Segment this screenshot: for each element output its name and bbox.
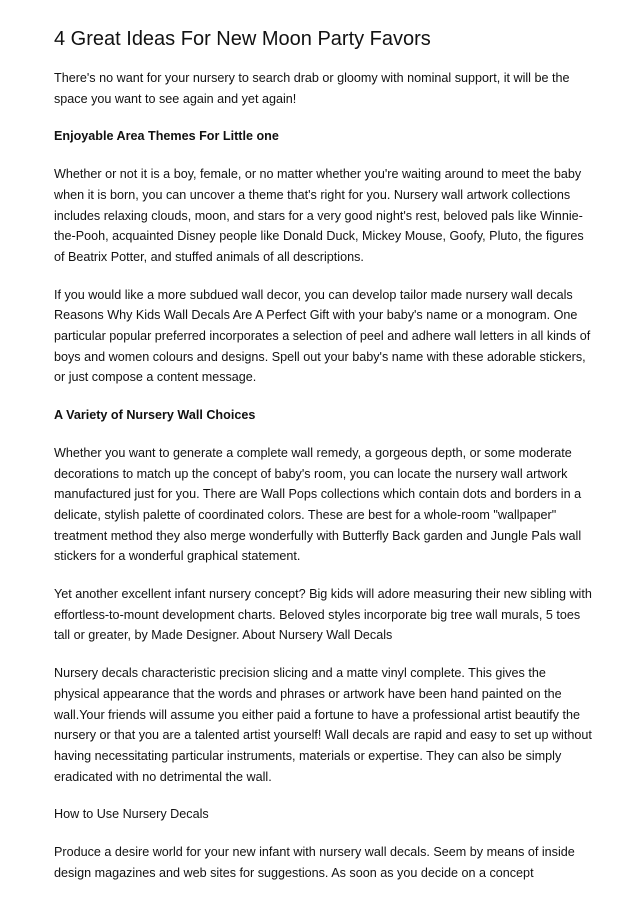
section-heading-variety: A Variety of Nursery Wall Choices <box>54 408 256 423</box>
paragraph-custom-decals: If you would like a more subdued wall decor, you can develop tailor made nursery wall decals Reasons Why Kids Wall Decals Are A Perfect Gift with your baby's name or a monogram. One particular popular preferred incorporates a selection of peel and adhere wall letters in all kinds of boys and women colours and designs. Spell out your baby's name with these adorable stickers, or just compose a content message. <box>54 287 591 385</box>
paragraph-intro: There's no want for your nursery to search drab or gloomy with nominal support, it will be the space you want to see again and yet again! <box>54 71 570 106</box>
document-title: 4 Great Ideas For New Moon Party Favors <box>54 28 431 50</box>
document-page <box>54 26 594 901</box>
paragraph-decal-quality: Nursery decals characteristic precision slicing and a matte vinyl complete. This gives the physical appearance that the words and phrases or artwork have been hand painted on the wall.Your friends will assume you either paid a fortune to have a professional artist beautify the nursery or that you are a talented artist yourself! Wall decals are rapid and easy to set up without having necessitating particular instruments, materials or expertise. They can also be simply eradicated with no detrimental the wall. <box>54 666 592 784</box>
paragraph-wall-treatment: Whether you want to generate a complete wall remedy, a gorgeous depth, or some moderate decorations to match up the concept of baby's room, you can locate the nursery wall artwork manufactured just for you. There are Wall Pops collections which contain dots and borders in a delicate, stylish palette of coordinated colors. These are best for a whole-room "wallpaper" treatment method they also merge wonderfully with Butterfly Back garden and Jungle Pals wall stickers for a wonderful graphical statement. <box>54 445 582 564</box>
section-heading-themes: Enjoyable Area Themes For Little one <box>54 129 279 144</box>
section-heading-how-to: How to Use Nursery Decals <box>54 807 209 822</box>
paragraph-themes: Whether or not it is a boy, female, or no matter whether you're waiting around to meet the baby when it is born, you can uncover a theme that's right for you. Nursery wall artwork collections includes relaxing clouds, moon, and stars for a very good night's rest, beloved pals like Winnie-the-Pooh, acquainted Disney people like Donald Duck, Mickey Mouse, Goofy, Pluto, the figures of Beatrix Potter, and stuffed animals of all descriptions. <box>54 167 584 264</box>
paragraph-growth-charts: Yet another excellent infant nursery concept? Big kids will adore measuring their new sibling with effortless-to-mount development charts. Beloved styles incorporate big tree wall murals, 5 toes tall or greater, by Made Designer. About Nursery Wall Decals <box>54 587 592 643</box>
paragraph-how-to: Produce a desire world for your new infant with nursery wall decals. Seem by means of inside design magazines and web sites for suggestions. As soon as you decide on a concept <box>54 845 575 880</box>
